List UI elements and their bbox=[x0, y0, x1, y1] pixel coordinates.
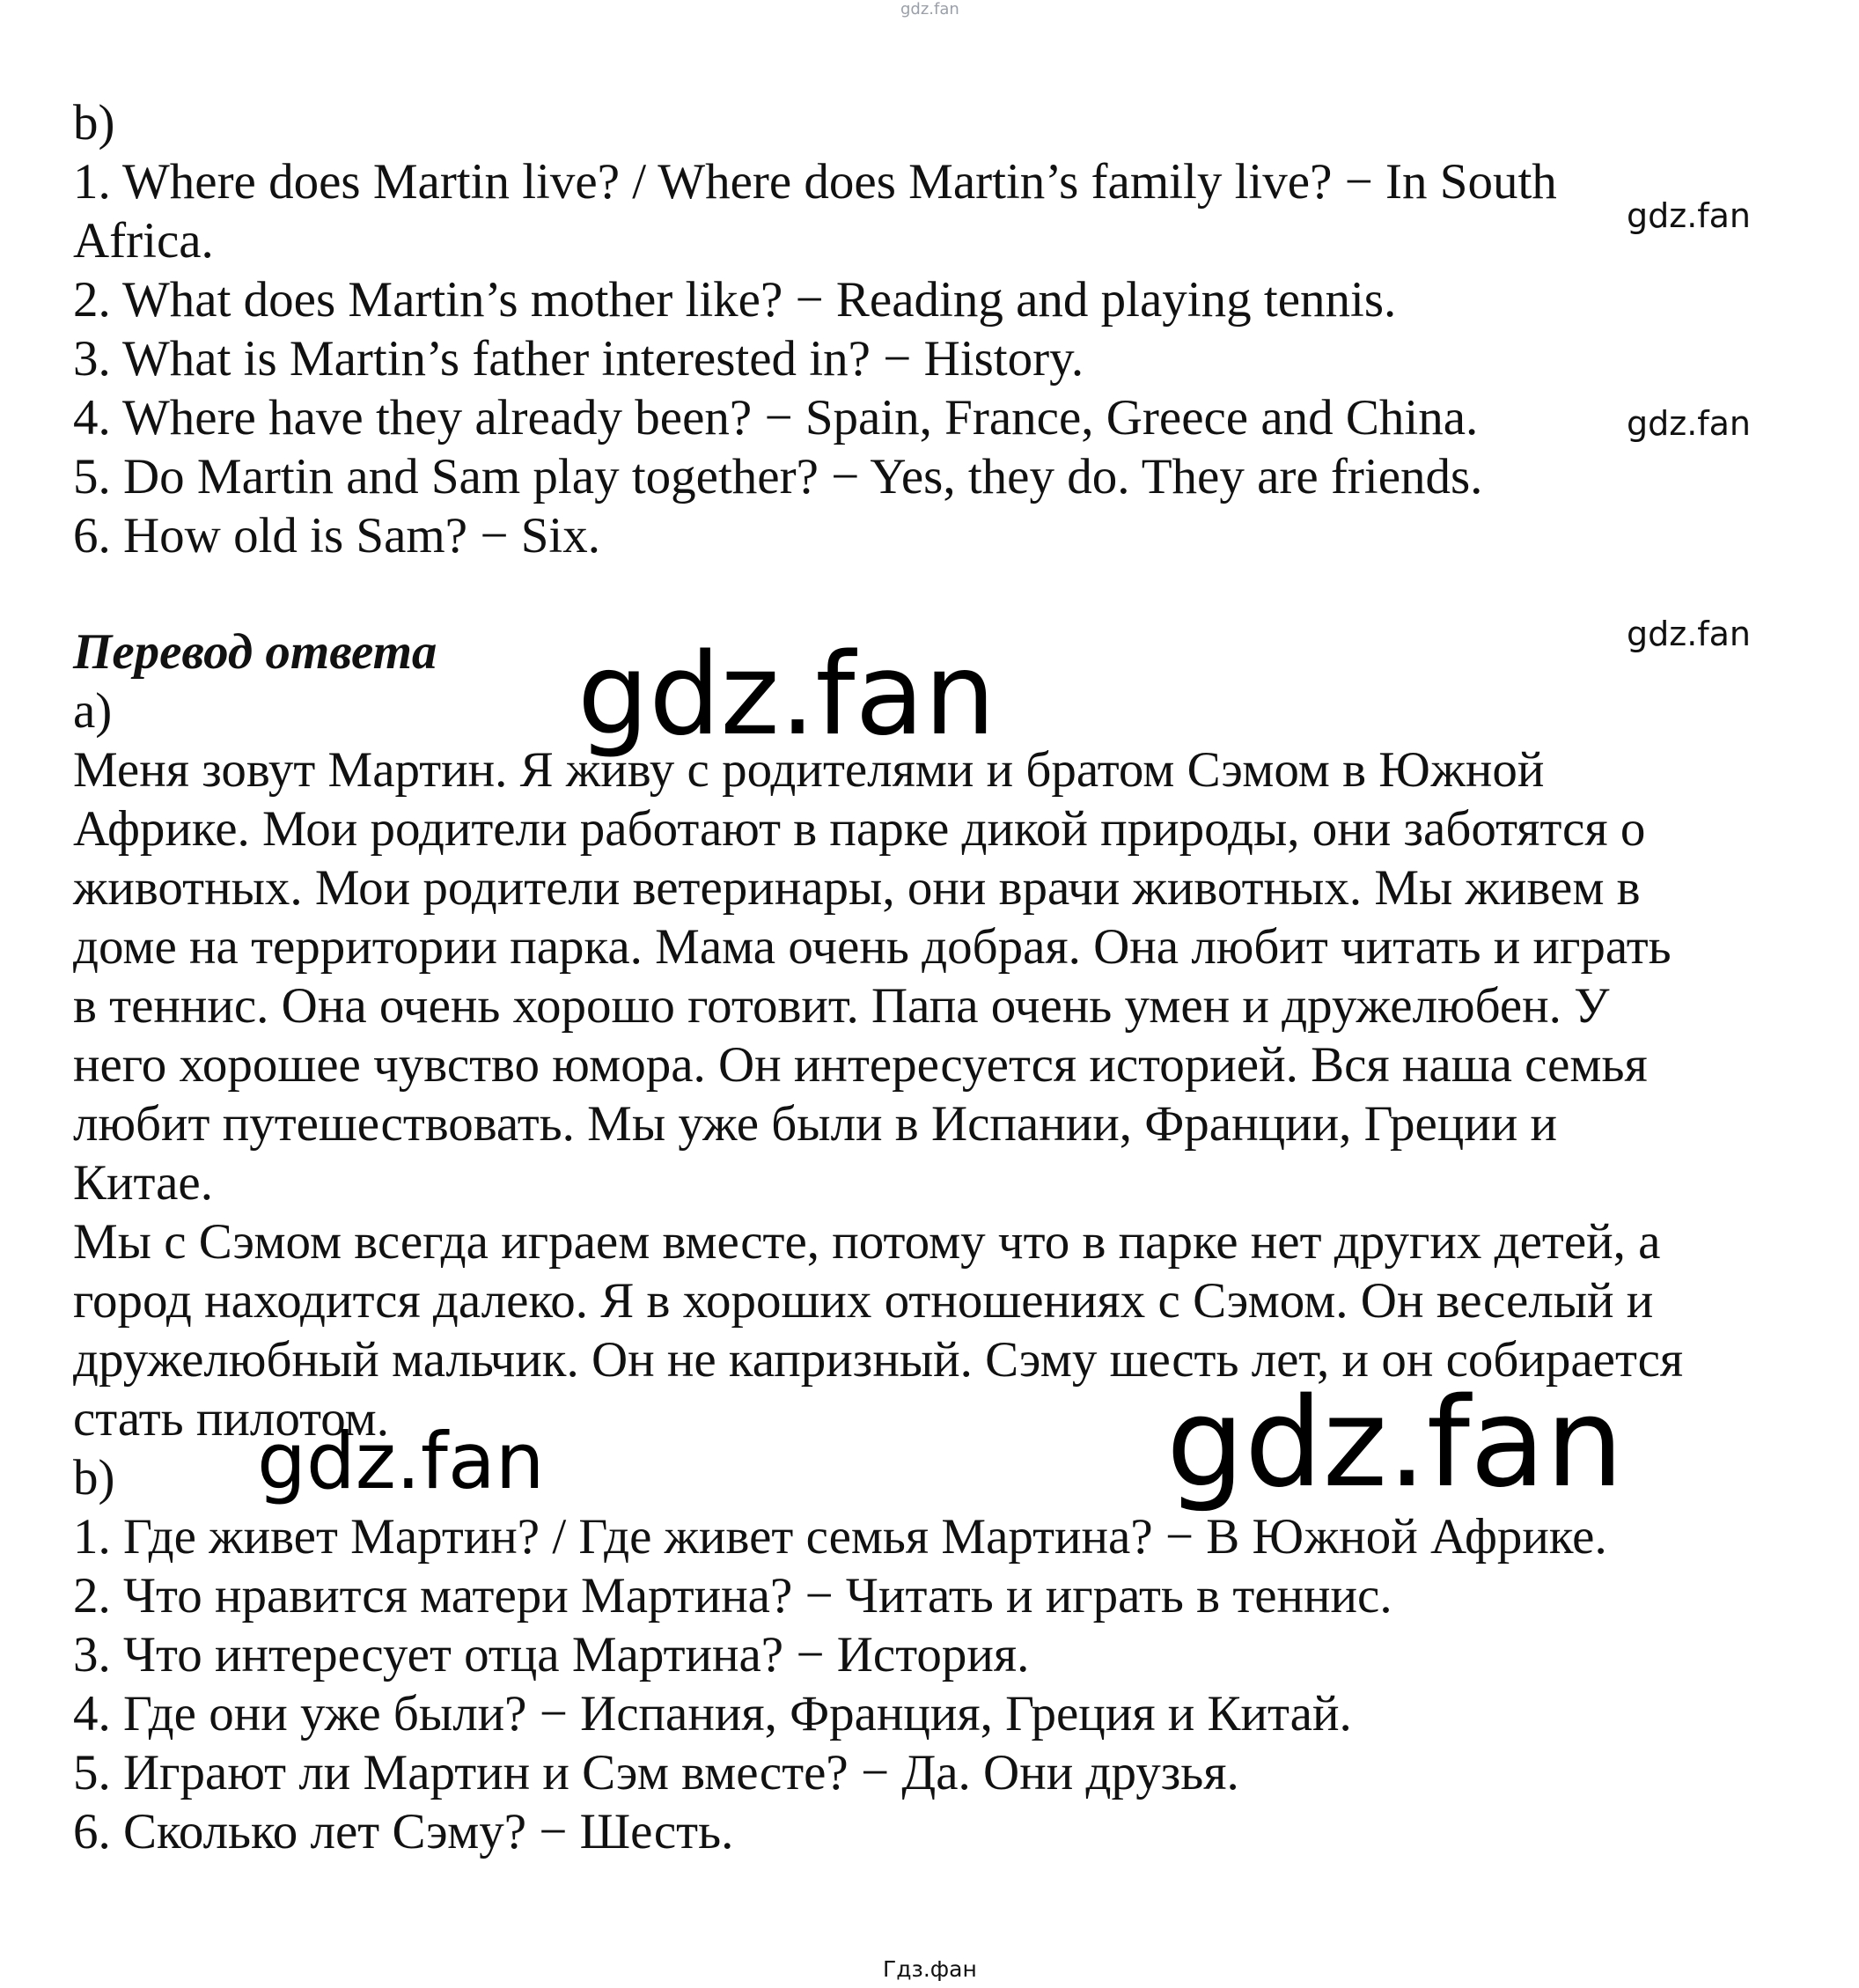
watermark-large: gdz.fan bbox=[577, 630, 996, 761]
translation-a-line: город находится далеко. Я в хороших отношениях с Сэмом. Он веселый и bbox=[73, 1273, 1654, 1329]
answer-en-line: 3. What is Martin’s father interested in? − History. bbox=[73, 331, 1084, 387]
translation-b-line: 1. Где живет Мартин? / Где живет семья Мартина? − В Южной Африке. bbox=[73, 1509, 1607, 1565]
answer-en-line: 5. Do Martin and Sam play together? − Yes, they do. They are friends. bbox=[73, 449, 1483, 504]
watermark-huge: gdz.fan bbox=[1166, 1372, 1624, 1515]
translation-a-label: a) bbox=[73, 683, 113, 739]
translation-heading: Перевод ответа bbox=[73, 624, 437, 680]
answer-en-line: Africa. bbox=[73, 213, 214, 269]
watermark-small: gdz.fan bbox=[1627, 615, 1752, 653]
translation-a-line: Африке. Мои родители работают в парке дикой природы, они заботятся о bbox=[73, 801, 1646, 857]
translation-a-line: дружелюбный мальчик. Он не капризный. Сэму шесть лет, и он собирается bbox=[73, 1332, 1684, 1388]
translation-b-line: 3. Что интересует отца Мартина? − История. bbox=[73, 1627, 1030, 1682]
translation-b-line: 2. Что нравится матери Мартина? − Читать и играть в теннис. bbox=[73, 1568, 1392, 1624]
translation-a-line: него хорошее чувство юмора. Он интересуется историей. Вся наша семья bbox=[73, 1037, 1648, 1093]
watermark-small: gdz.fan bbox=[1627, 196, 1752, 235]
watermark-small: gdz.fan bbox=[1627, 404, 1752, 443]
watermark-large: gdz.fan bbox=[257, 1416, 545, 1506]
header-site-mark: gdz.fan bbox=[900, 0, 959, 18]
answer-en-line: 6. How old is Sam? − Six. bbox=[73, 508, 601, 563]
translation-a-line: стать пилотом. bbox=[73, 1391, 389, 1447]
translation-a-line: в теннис. Она очень хорошо готовит. Папа очень умен и дружелюбен. У bbox=[73, 978, 1610, 1034]
translation-a-line: доме на территории парка. Мама очень добрая. Она любит читать и играть bbox=[73, 919, 1672, 975]
translation-a-line: Мы с Сэмом всегда играем вместе, потому что в парке нет других детей, а bbox=[73, 1214, 1661, 1270]
answers-en-label: b) bbox=[73, 95, 115, 151]
translation-a-line: любит путешествовать. Мы уже были в Испании, Франции, Греции и bbox=[73, 1096, 1558, 1152]
translation-b-line: 5. Играют ли Мартин и Сэм вместе? − Да. Они друзья. bbox=[73, 1745, 1239, 1800]
translation-b-label: b) bbox=[73, 1450, 115, 1506]
answer-en-line: 1. Where does Martin live? / Where does Martin’s family live? − In South bbox=[73, 154, 1557, 210]
translation-a-line: Меня зовут Мартин. Я живу с родителями и братом Сэмом в Южной bbox=[73, 742, 1545, 798]
translation-a-line: животных. Мои родители ветеринары, они врачи животных. Мы живем в bbox=[73, 860, 1641, 916]
translation-b-line: 4. Где они уже были? − Испания, Франция, Греция и Китай. bbox=[73, 1686, 1352, 1741]
translation-a-line: Китае. bbox=[73, 1155, 213, 1211]
translation-b-line: 6. Сколько лет Сэму? − Шесть. bbox=[73, 1804, 734, 1859]
footer-site-mark: Гдз.фан bbox=[883, 1956, 977, 1982]
answer-en-line: 4. Where have they already been? − Spain, France, Greece and China. bbox=[73, 390, 1479, 445]
answer-en-line: 2. What does Martin’s mother like? − Reading and playing tennis. bbox=[73, 272, 1397, 328]
